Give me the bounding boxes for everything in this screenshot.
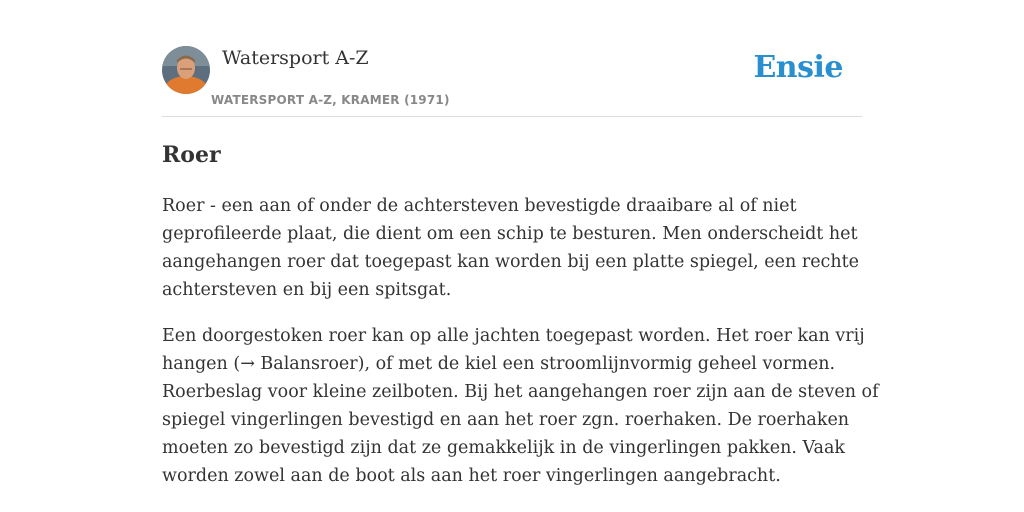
- entry-title: Roer: [162, 142, 221, 168]
- person-photo-avatar-icon: [162, 46, 210, 94]
- text-line: aangehangen roer dat toegepast kan worden bij een platte spiegel, een rechte: [162, 252, 860, 272]
- text-line: spiegel vingerlingen bevestigd en aan het roer zgn. roerhaken. De roerhaken: [162, 410, 850, 430]
- text-line: Roer - een aan of onder de achtersteven bevestigde draaibare al of niet: [162, 196, 797, 216]
- text-line: Roerbeslag voor kleine zeilboten. Bij het aangehangen roer zijn aan de steven of: [162, 382, 879, 402]
- ensie-logo[interactable]: Ensie: [753, 50, 843, 85]
- paragraph: [162, 322, 879, 490]
- text-line: worden zowel aan de boot als aan het roer vingerlingen aangebracht.: [162, 466, 781, 486]
- source-avatar[interactable]: [162, 46, 210, 94]
- paragraph: [162, 192, 862, 304]
- text-line: hangen (→ Balansroer), of met de kiel een stroomlijnvormig geheel vormen.: [162, 354, 836, 374]
- source-subtitle[interactable]: WATERSPORT A-Z, KRAMER (1971): [211, 93, 450, 107]
- source-title[interactable]: Watersport A-Z: [222, 47, 369, 69]
- text-line: moeten zo bevestigd zijn dat ze gemakkelijk in de vingerlingen pakken. Vaak: [162, 438, 845, 458]
- text-line: geprofileerde plaat, die dient om een schip te besturen. Men onderscheidt het: [162, 224, 858, 244]
- entry-body: [162, 192, 879, 508]
- text-line: achtersteven en bij een spitsgat.: [162, 280, 452, 300]
- source-header: [162, 46, 862, 117]
- text-line: Een doorgestoken roer kan op alle jachten toegepast worden. Het roer kan vrij: [162, 326, 865, 346]
